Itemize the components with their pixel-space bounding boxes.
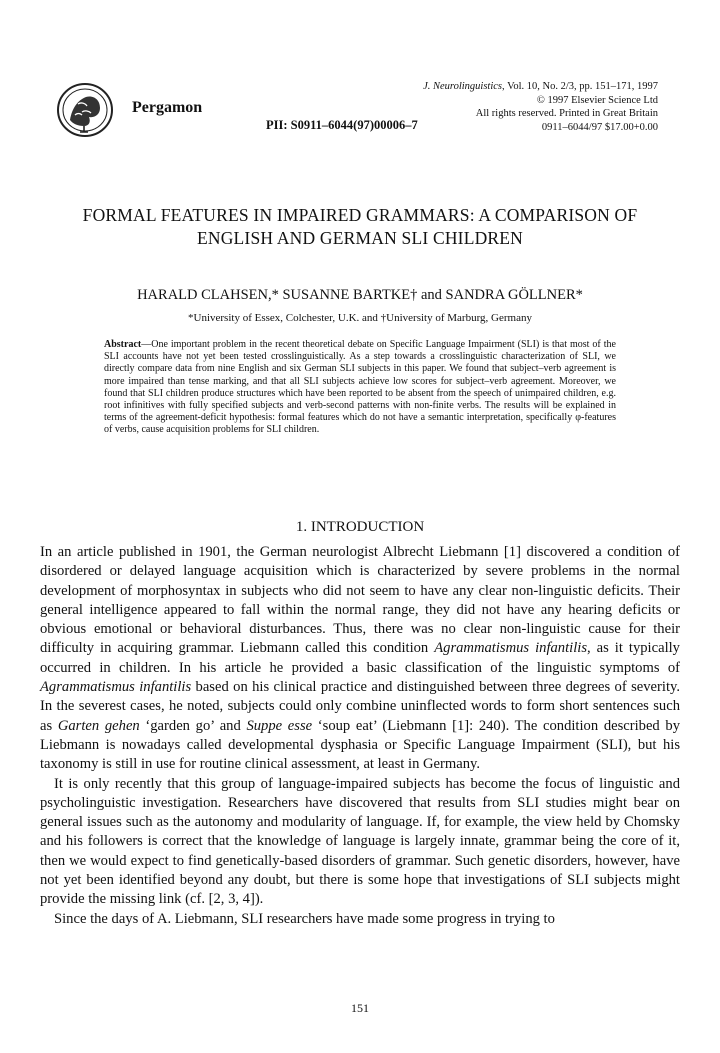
paragraph-1-part-d: ‘garden go’ and xyxy=(139,717,247,734)
term-agrammatismus-1: Agrammatismus infantilis xyxy=(434,640,587,657)
abstract-text: —One important problem in the recent theoretical debate on Specific Language Impairment (SLI) is that most of the SLI accounts have not yet been tested crosslinguistically. As a step towards a crosslinguistic characterization of SLI, we directly compare data from nine English and six German SLI subjects in this paper. We found that subject–verb agreement is more impaired than tense marking, and that all SLI subjects achieve low scores for subject–verb agreement. Moreover, we found that SLI children produce structures which have been reported to be absent from the speech of unimpaired children, e.g. root infinitives with fully specified subjects and verb-second patterns with non-finite verbs. The results will be explained in terms of the agreement-deficit hypothesis: formal features which do not have a semantic interpretation, specifically φ-features of verbs, cause acquisition problems for SLI children. xyxy=(104,339,616,436)
paragraph-1-part-c: based on his clinical practice and distinguished between three degrees of severity. In the severest cases, he noted, subjects could only combine uninflected words to form short sentences such as xyxy=(40,679,680,734)
page-number: 151 xyxy=(351,1001,369,1015)
example-suppe-esse: Suppe esse xyxy=(246,717,313,734)
publisher-name: Pergamon xyxy=(132,99,203,116)
journal-name: J. Neurolinguistics xyxy=(423,81,503,92)
publisher-logo-icon xyxy=(56,82,114,138)
paragraph-1-part-a: In an article published in 1901, the German neurologist Albrecht Liebmann [1] discovered a condition of disordered or delayed language acquisition which is characterized by severe problems in the normal development of morphosyntax in subjects who did not seem to have any clear non-linguistic deficits. Their general intelligence appeared to fall within the normal range, they did not have any hearing deficits or obvious emotional or behavioral disturbances. Thus, there was no clear non-linguistic cause for their difficulty in acquiring grammar. Liebmann called this condition xyxy=(40,544,680,657)
rights-line: All rights reserved. Printed in Great Britain xyxy=(475,108,658,119)
example-garten-gehen: Garten gehen xyxy=(57,717,140,734)
paragraph-1 xyxy=(40,543,680,775)
section-heading: 1. INTRODUCTION xyxy=(295,519,425,535)
paragraph-1-part-b: , as it typically occurred in children. In his article he provided a basic classification of the linguistic symptoms of xyxy=(40,640,680,676)
paragraph-3: Since the days of A. Liebmann, SLI researchers have made some progress in trying to xyxy=(54,910,555,927)
body-text xyxy=(40,543,680,929)
abstract-label: Abstract xyxy=(104,339,142,350)
affiliation: *University of Essex, Colchester, U.K. and †University of Marburg, Germany xyxy=(188,312,532,324)
price-line: 0911–6044/97 $17.00+0.00 xyxy=(541,121,658,133)
paragraph-1-part-e: ‘soup eat’ (Liebmann [1]: 240). The condition described by Liebmann is nowadays called developmental dysphasia or Specific Language Impairment (SLI), but his taxonomy is still in use for routine clinical assessment, at least in Germany. xyxy=(40,717,681,773)
paper-title xyxy=(40,204,680,250)
term-agrammatismus-2: Agrammatismus infantilis xyxy=(40,679,192,696)
title-line-2: ENGLISH AND GERMAN SLI CHILDREN xyxy=(196,228,524,248)
pii-identifier: PII: S0911–6044(97)00006–7 xyxy=(266,118,418,132)
abstract xyxy=(104,339,616,437)
copyright-line: © 1997 Elsevier Science Ltd xyxy=(536,94,658,106)
journal-citation xyxy=(423,80,658,94)
journal-volume: , Vol. 10, No. 2/3, pp. 151–171, 1997 xyxy=(502,81,658,92)
journal-info xyxy=(423,80,658,134)
title-line-1: FORMAL FEATURES IN IMPAIRED GRAMMARS: A COMPARISON OF xyxy=(82,205,638,225)
author-list: HARALD CLAHSEN,* SUSANNE BARTKE† and SANDRA GÖLLNER* xyxy=(137,287,583,303)
paragraph-2: It is only recently that this group of language-impaired subjects has become the focus of linguistic and psycholinguistic investigation. Researchers have discovered that results from SLI studies might bear on general issues such as the autonomy and modularity of language. If, for example, the view held by Chomsky and his followers is correct that the knowledge of language is largely innate, grammar being the core of it, then we would expect to find genetically-based disorders of grammar. Such genetic disorders, however, have not yet been identified beyond any doubt, but there is some hope that investigations of SLI subjects might provide the missing link (cf. [2, 3, 4]). xyxy=(40,775,680,908)
